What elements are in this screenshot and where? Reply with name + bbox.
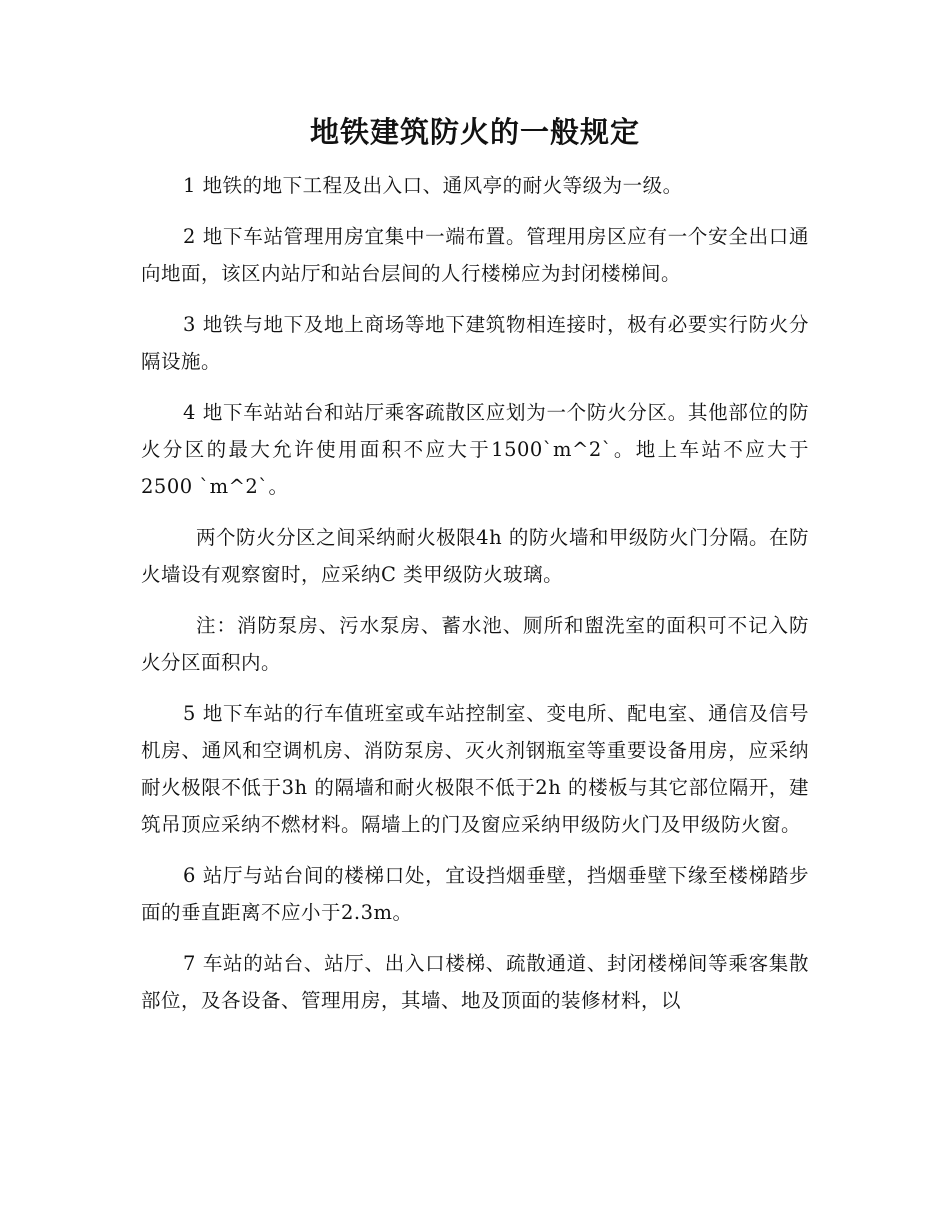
paragraph-6: 6 站厅与站台间的楼梯口处，宜设挡烟垂壁，挡烟垂壁下缘至楼梯踏步面的垂直距离不应小于2.3m。	[141, 864, 809, 924]
document-title: 地铁建筑防火的一般规定	[309, 115, 640, 149]
paragraph-4: 4 地下车站站台和站厅乘客疏散区应划为一个防火分区。其他部位的防火分区的最大允许使用面积不应大于1500`m^2`。地上车站不应大于2500 `m^2`。	[141, 401, 809, 498]
paragraph-3: 3 地铁与地下及地上商场等地下建筑物相连接时，极有必要实行防火分隔设施。	[141, 313, 809, 373]
paragraph-firewall: 两个防火分区之间采纳耐火极限4h 的防火墙和甲级防火门分隔。在防火墙设有观察窗时，应采纳C 类甲级防火玻璃。	[141, 526, 809, 586]
paragraph-2: 2 地下车站管理用房宜集中一端布置。管理用房区应有一个安全出口通向地面，该区内站厅和站台层间的人行楼梯应为封闭楼梯间。	[141, 225, 809, 285]
paragraph-1: 1 地铁的地下工程及出入口、通风亭的耐火等级为一级。	[183, 174, 683, 197]
document-body	[141, 167, 809, 1019]
paragraph-5: 5 地下车站的行车值班室或车站控制室、变电所、配电室、通信及信号机房、通风和空调机房、消防泵房、灭火剂钢瓶室等重要设备用房，应采纳耐火极限不低于3h 的隔墙和耐火极限不低于2h 的楼板与其它部位隔开，建筑吊顶应采纳不燃材料。隔墙上的门及窗应采纳甲级防火门及甲级防火窗。	[141, 702, 809, 836]
paragraph-7: 7 车站的站台、站厅、出入口楼梯、疏散通道、封闭楼梯间等乘客集散部位，及各设备、管理用房，其墙、地及顶面的装修材料，以	[141, 952, 809, 1012]
paragraph-note: 注：消防泵房、污水泵房、蓄水池、厕所和盥洗室的面积可不记入防火分区面积内。	[141, 614, 809, 674]
